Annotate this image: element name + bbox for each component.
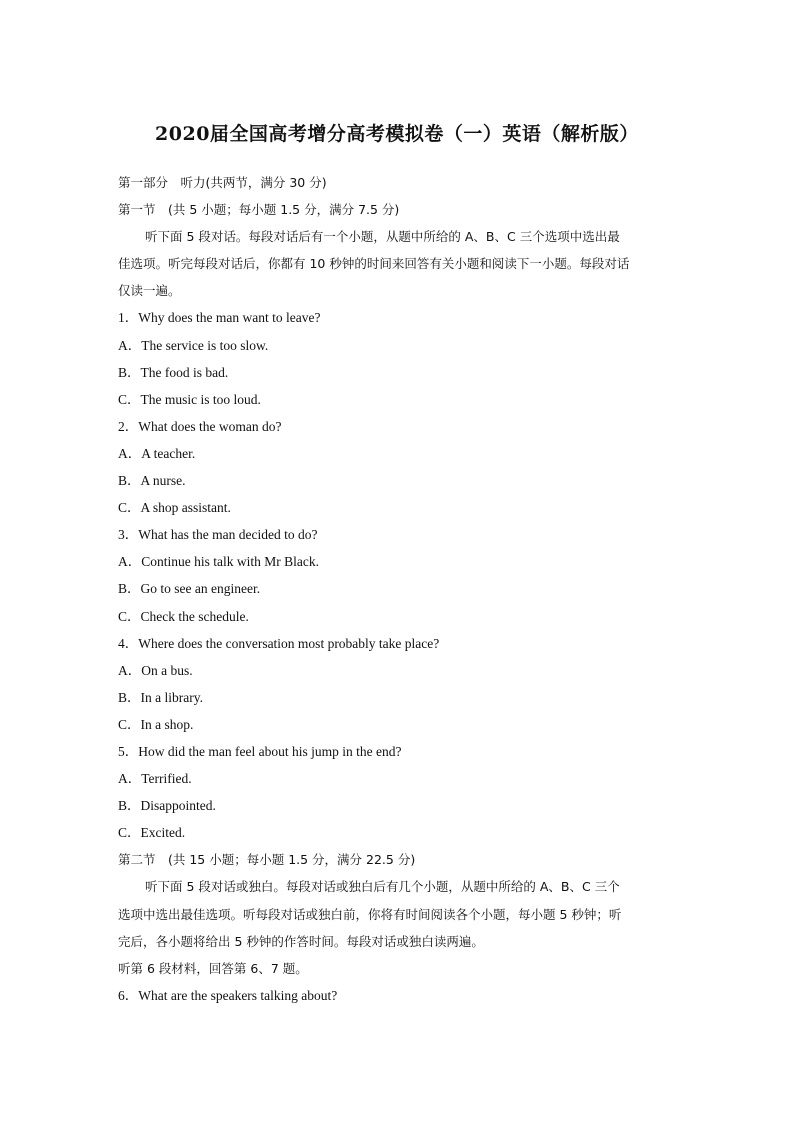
- question-stem: 4．Where does the conversation most probably take place?: [118, 635, 440, 651]
- question-option: A．A teacher.: [118, 445, 196, 461]
- document-body: [118, 169, 678, 1009]
- section2-instructions-line: 选项中选出最佳选项。听每段对话或独白前，你将有时间阅读各个小题，每小题 5 秒钟；听: [118, 906, 622, 922]
- question-option: A．Terrified.: [118, 771, 192, 787]
- section1-instructions-line: 仅读一遍。: [118, 283, 181, 299]
- question-option: B．In a library.: [118, 689, 203, 705]
- question-option: A．On a bus.: [118, 662, 193, 678]
- section2-instructions-line: 完后，各小题将给出 5 秒钟的作答时间。每段对话或独白读两遍。: [118, 933, 484, 949]
- question-stem: 1．Why does the man want to leave?: [118, 310, 321, 326]
- question-option: C．Check the schedule.: [118, 608, 249, 624]
- question-option: C．The music is too loud.: [118, 391, 261, 407]
- section1-instructions-line: 佳选项。听完每段对话后，你都有 10 秒钟的时间来回答有关小题和阅读下一小题。每段对话: [118, 256, 630, 272]
- question-option: C．Excited.: [118, 825, 186, 841]
- question-option: B．Go to see an engineer.: [118, 581, 261, 597]
- question-option: A．The service is too slow.: [118, 337, 269, 353]
- question-stem: 6．What are the speakers talking about?: [118, 987, 338, 1003]
- section2-heading: 第二节 (共 15 小题；每小题 1.5 分，满分 22.5 分): [118, 852, 416, 868]
- document-title: 2020届全国高考增分高考模拟卷（一）英语（解析版）: [155, 123, 639, 145]
- question-stem: 3．What has the man decided to do?: [118, 527, 318, 543]
- section2-instructions-line: 听下面 5 段对话或独白。每段对话或独白后有几个小题，从题中所给的 A、B、C 三个: [145, 879, 620, 895]
- section1-instructions-line: 听下面 5 段对话。每段对话后有一个小题，从题中所给的 A、B、C 三个选项中选出最: [145, 229, 620, 245]
- question-option: C．In a shop.: [118, 716, 194, 732]
- section1-heading: 第一节 (共 5 小题；每小题 1.5 分，满分 7.5 分): [118, 202, 400, 218]
- material6-heading: 听第 6 段材料，回答第 6、7 题。: [118, 960, 308, 976]
- question-option: B．A nurse.: [118, 473, 186, 489]
- question-option: A．Continue his talk with Mr Black.: [118, 554, 319, 570]
- question-option: B．Disappointed.: [118, 798, 216, 814]
- question-stem: 2．What does the woman do?: [118, 418, 282, 434]
- question-stem: 5．How did the man feel about his jump in the end?: [118, 743, 402, 759]
- question-option: B．The food is bad.: [118, 364, 229, 380]
- part1-heading: 第一部分 听力(共两节，满分 30 分): [118, 175, 327, 190]
- question-option: C．A shop assistant.: [118, 500, 231, 516]
